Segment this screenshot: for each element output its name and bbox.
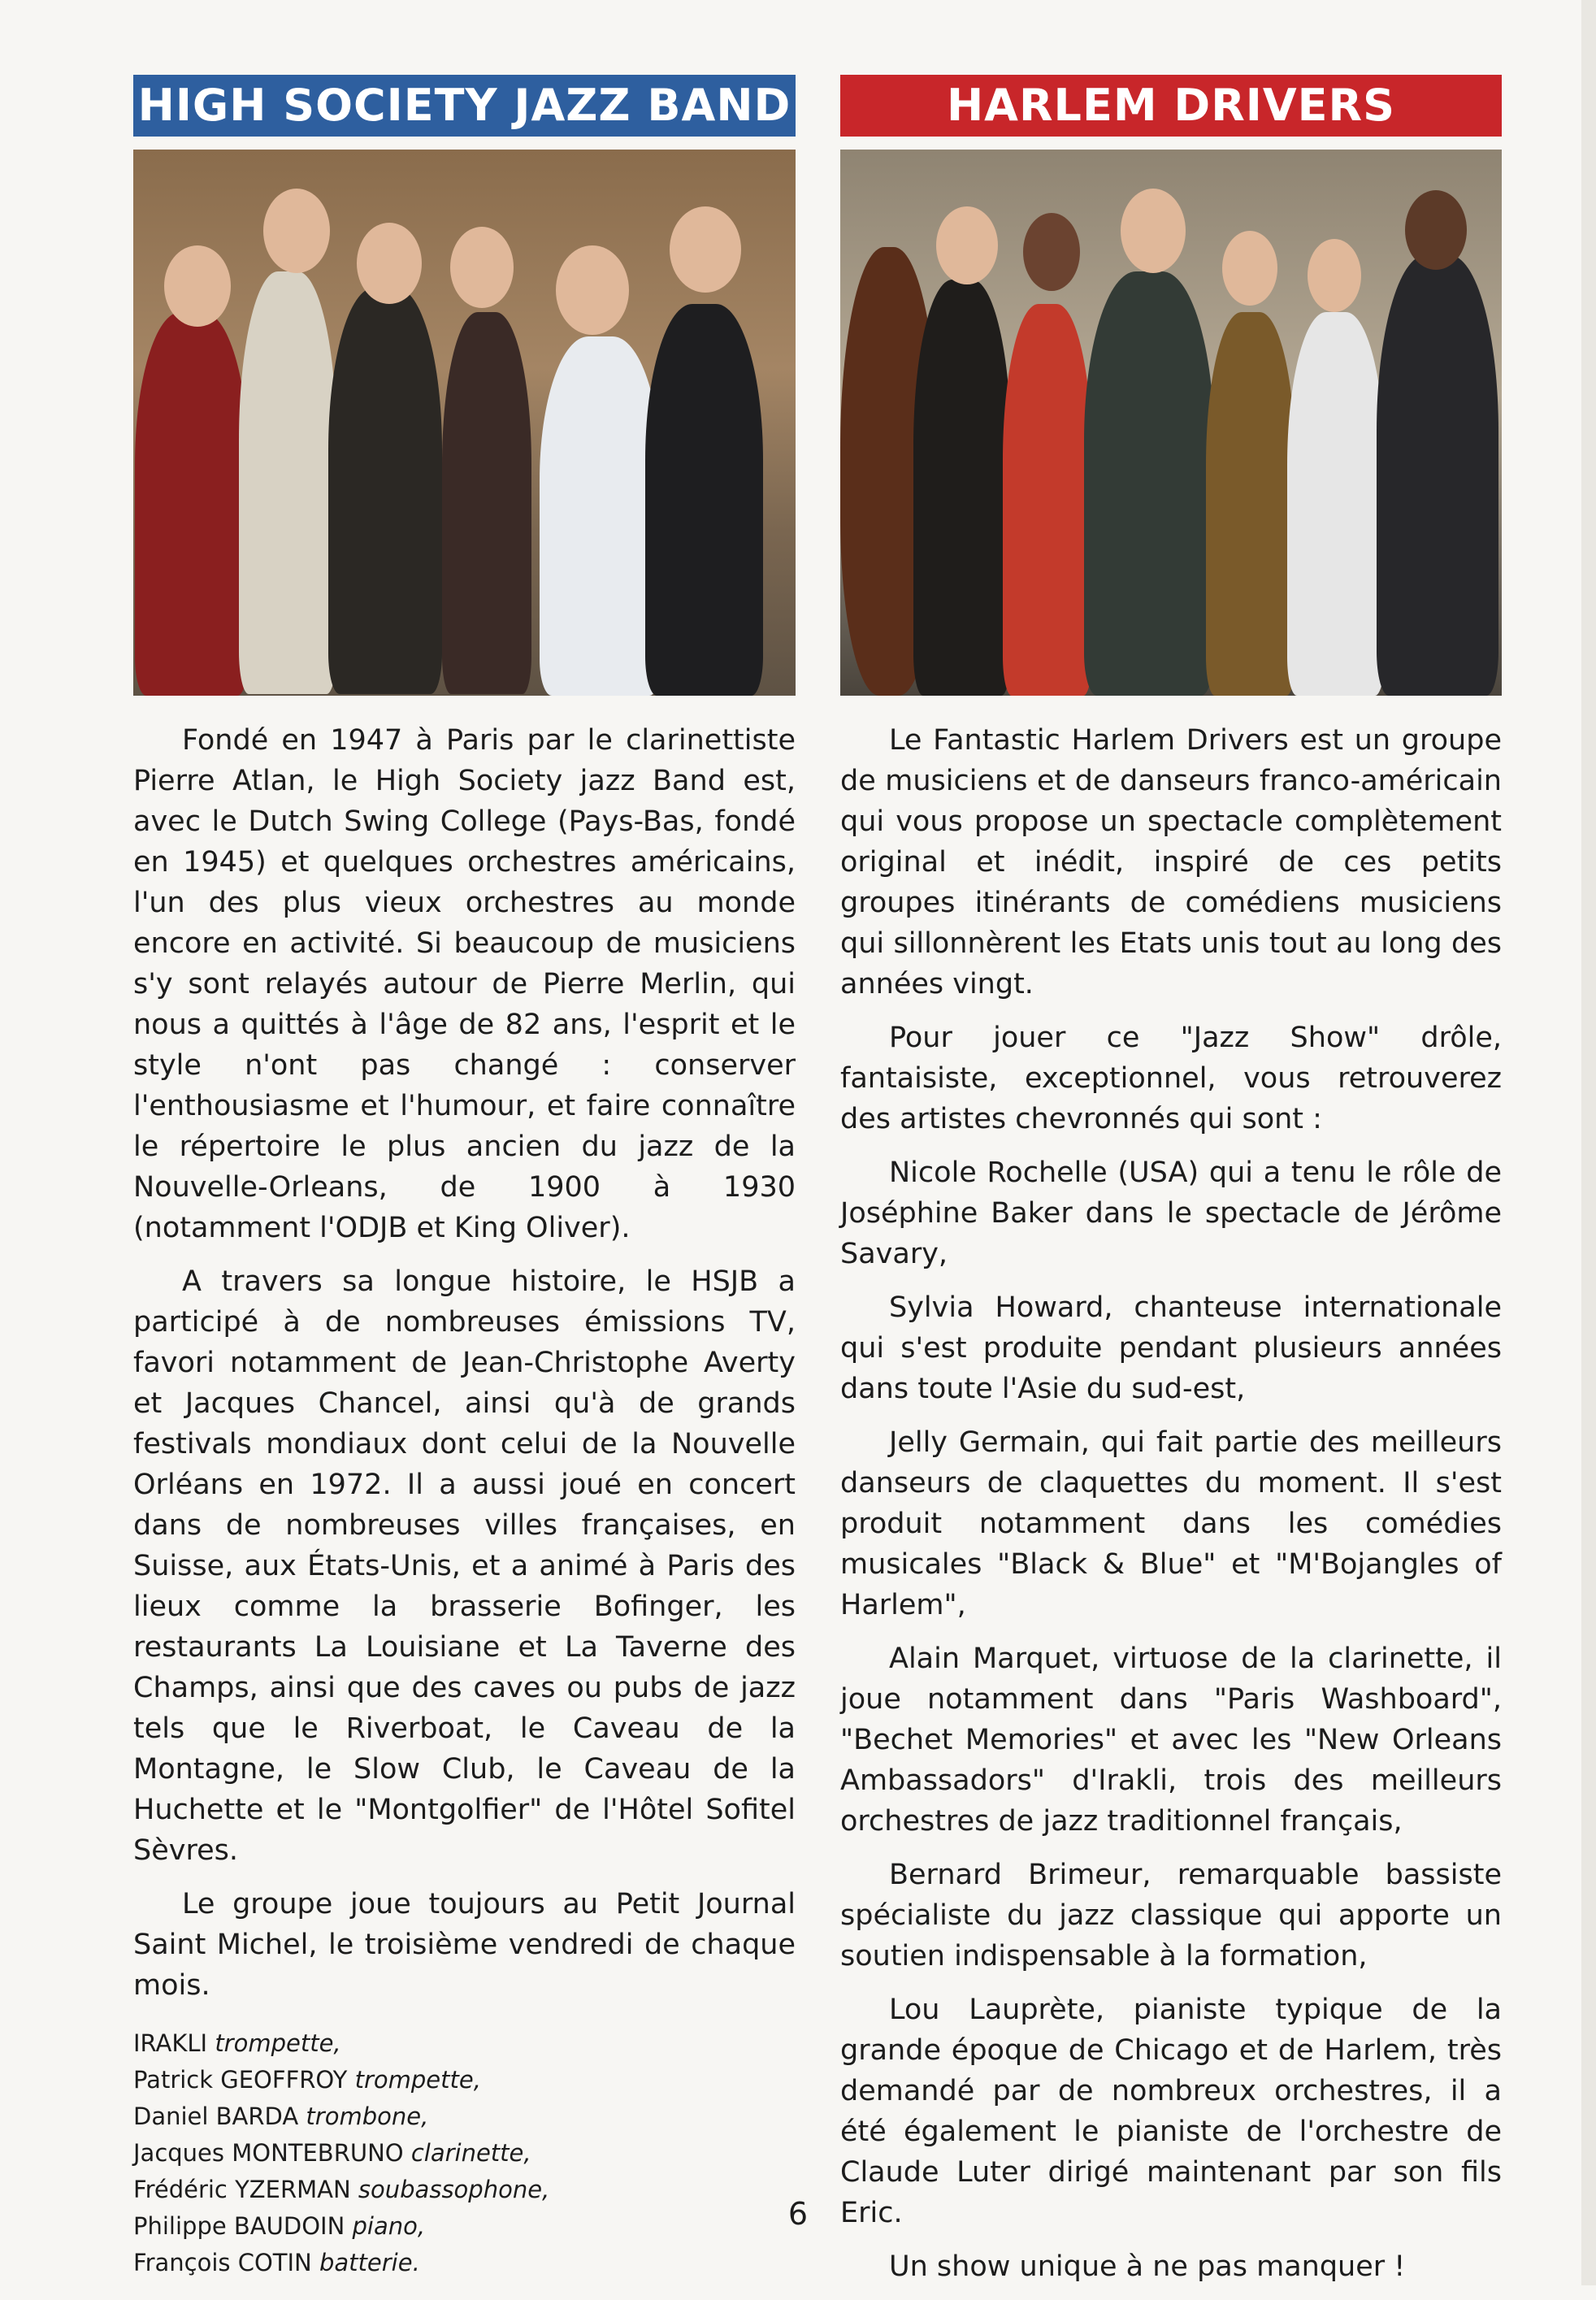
high-society-title: HIGH SOCIETY JAZZ BAND: [133, 75, 796, 137]
harlem-drivers-title: HARLEM DRIVERS: [840, 75, 1502, 137]
musician-credits: [133, 2025, 796, 2281]
high-society-band-photo: [133, 150, 796, 696]
credit-name: François COTIN: [133, 2249, 312, 2276]
credit-role: piano,: [352, 2212, 426, 2240]
credit-name: Philippe BAUDOIN: [133, 2212, 345, 2240]
paragraph: Lou Lauprète, pianiste typique de la grande époque de Chicago et de Harlem, très demandé par de nombreux orchestres, il a été également le pianiste de l'orchestre de Claude Luter dirigé maintenant par son fils Eric.: [840, 1994, 1502, 2229]
credit-role: trombone,: [306, 2103, 429, 2130]
credit-line: [133, 2025, 796, 2062]
harlem-drivers-photo: [840, 150, 1502, 696]
credit-name: Frédéric YZERMAN: [133, 2176, 351, 2203]
right-column: [840, 75, 1502, 2300]
paragraph: Alain Marquet, virtuose de la clarinette, il joue notamment dans "Paris Washboard", "Bechet Memories" et avec les "New Orleans Ambassadors" d'Irakli, trois des meilleurs orchestres de jazz traditionnel français,: [840, 1643, 1502, 1838]
paragraph: Nicole Rochelle (USA) qui a tenu le rôle de Joséphine Baker dans le spectacle de Jérôme Savary,: [840, 1157, 1502, 1270]
credit-name: Daniel BARDA: [133, 2103, 299, 2130]
paragraph: Pour jouer ce "Jazz Show" drôle, fantaisiste, exceptionnel, vous retrouverez des artistes chevronnés qui sont :: [840, 1022, 1502, 1135]
paragraph: Bernard Brimeur, remarquable bassiste spécialiste du jazz classique qui apporte un soutien indispensable à la formation,: [840, 1859, 1502, 1972]
credit-role: clarinette,: [410, 2139, 531, 2167]
paragraph: Fondé en 1947 à Paris par le clarinettiste Pierre Atlan, le High Society jazz Band est, avec le Dutch Swing College (Pays-Bas, fondé en 1945) et quelques orchestres américains, l'un des plus vieux orchestres au monde encore en activité. Si beaucoup de musiciens s'y sont relayés autour de Pierre Merlin, qui nous a quittés à l'âge de 82 ans, l'esprit et le style n'ont pas changé : conserver l'enthousiasme et l'humour, et faire connaître le répertoire le plus ancien du jazz de la Nouvelle-Orleans, de 1900 à 1930 (notamment l'ODJB et King Oliver).: [133, 724, 796, 1244]
paragraph: A travers sa longue histoire, le HSJB a participé à de nombreuses émissions TV, favori notamment de Jean-Christophe Averty et Jacques Chancel, ainsi qu'à de grands festivals mondiaux dont celui de la Nouvelle Orléans en 1972. Il a aussi joué en concert dans de nombreuses villes françaises, en Suisse, aux États-Unis, et a animé à Paris des lieux comme la brasserie Bofinger, les restaurants La Louisiane et La Taverne des Champs, ainsi que des caves ou pubs de jazz tels que le Riverboat, le Caveau de la Montagne, le Slow Club, le Caveau de la Huchette et le "Montgolfier" de l'Hôtel Sofitel Sèvres.: [133, 1265, 796, 1867]
credit-role: soubassophone,: [358, 2176, 550, 2203]
paragraph: Le groupe joue toujours au Petit Journal Saint Michel, le troisième vendredi de chaque mois.: [133, 1888, 796, 2002]
paragraph: Jelly Germain, qui fait partie des meilleurs danseurs de claquettes du moment. Il s'est produit notamment dans les comédies musicales "Black & Blue" et "M'Bojangles of Harlem",: [840, 1426, 1502, 1621]
credit-line: [133, 2135, 796, 2172]
credit-name: Jacques MONTEBRUNO: [133, 2139, 404, 2167]
credit-role: batterie.: [319, 2249, 420, 2276]
page-number: 6: [787, 2196, 809, 2232]
paragraph: Un show unique à ne pas manquer !: [889, 2250, 1406, 2283]
high-society-text: [133, 720, 796, 2006]
paragraph: Le Fantastic Harlem Drivers est un groupe de musiciens et de danseurs franco-américain qui vous propose un spectacle complètement original et inédit, inspiré de ces petits groupes itinérants de comédiens musiciens qui sillonnèrent les Etats unis tout au long des années vingt.: [840, 724, 1502, 1000]
harlem-drivers-text: [840, 720, 1502, 2287]
credit-role: trompette,: [354, 2066, 481, 2094]
credit-line: [133, 2062, 796, 2098]
paragraph: Sylvia Howard, chanteuse internationale qui s'est produite pendant plusieurs années dans toute l'Asie du sud-est,: [840, 1291, 1502, 1405]
credit-name: Patrick GEOFFROY: [133, 2066, 348, 2094]
credit-role: trompette,: [215, 2029, 341, 2057]
page-edge: [1581, 0, 1596, 2285]
credit-name: IRAKLI: [133, 2029, 208, 2057]
credit-line: [133, 2245, 796, 2281]
left-column: [133, 75, 796, 2281]
credit-line: [133, 2098, 796, 2135]
